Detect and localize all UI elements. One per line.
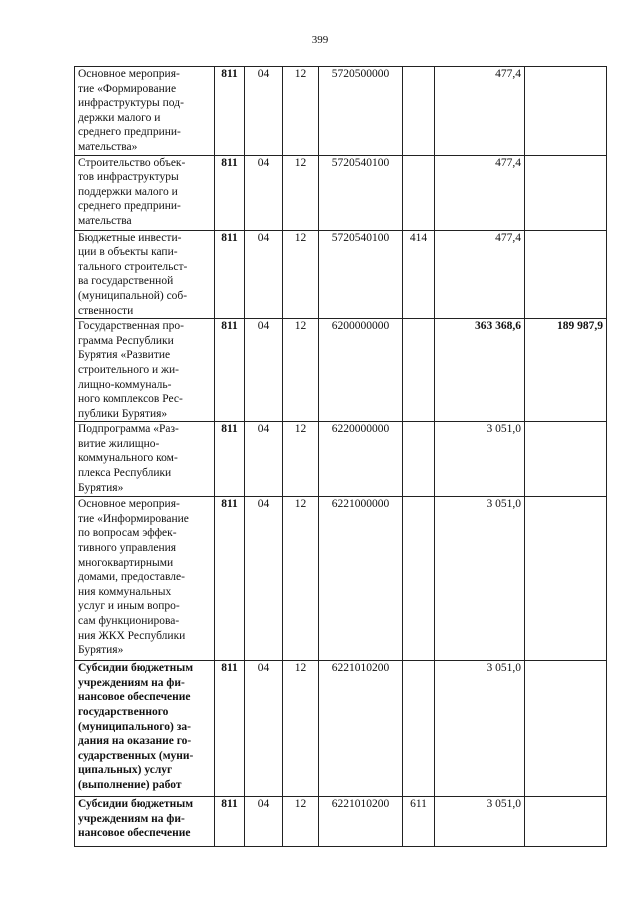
expense-code	[403, 155, 435, 230]
sum-year-2	[525, 155, 607, 230]
page-number: 399	[311, 34, 329, 46]
row-name: Субсидии бюджетным учреждениям на фи- нансовое обеспечение государственного (муниципального) за- дания на оказание го- сударственных (муни- ципальных) услуг (выполнение) работ	[75, 661, 215, 797]
admin-code: 811	[215, 422, 245, 497]
subsection-code: 12	[283, 661, 319, 797]
section-code: 04	[245, 661, 283, 797]
table-row	[75, 67, 607, 156]
subsection-code: 12	[283, 497, 319, 661]
admin-code: 811	[215, 497, 245, 661]
budget-table	[74, 66, 607, 847]
table-row	[75, 497, 607, 661]
expense-code	[403, 497, 435, 661]
subsection-code: 12	[283, 67, 319, 156]
sum-year-2	[525, 497, 607, 661]
admin-code: 811	[215, 155, 245, 230]
admin-code: 811	[215, 661, 245, 797]
target-code: 6200000000	[319, 319, 403, 422]
expense-code	[403, 661, 435, 797]
sum-year-1: 3 051,0	[435, 797, 525, 847]
sum-year-2: 189 987,9	[525, 319, 607, 422]
subsection-code: 12	[283, 319, 319, 422]
section-code: 04	[245, 230, 283, 319]
target-code: 6221010200	[319, 661, 403, 797]
admin-code: 811	[215, 797, 245, 847]
sum-year-1: 3 051,0	[435, 422, 525, 497]
expense-code: 611	[403, 797, 435, 847]
admin-code: 811	[215, 230, 245, 319]
table-row	[75, 155, 607, 230]
row-name: Основное мероприя- тие «Формирование инфраструктуры под- держки малого и среднего предприни- мательства»	[75, 67, 215, 156]
subsection-code: 12	[283, 230, 319, 319]
sum-year-1: 3 051,0	[435, 661, 525, 797]
sum-year-1: 477,4	[435, 230, 525, 319]
table-row	[75, 797, 607, 847]
target-code: 6220000000	[319, 422, 403, 497]
target-code: 6221000000	[319, 497, 403, 661]
expense-code	[403, 67, 435, 156]
sum-year-2	[525, 230, 607, 319]
subsection-code: 12	[283, 422, 319, 497]
sum-year-2	[525, 797, 607, 847]
expense-code	[403, 319, 435, 422]
target-code: 5720500000	[319, 67, 403, 156]
sum-year-1: 3 051,0	[435, 497, 525, 661]
row-name: Бюджетные инвести- ции в объекты капи- тального строительст- ва государственной (муниципальной) соб- ственности	[75, 230, 215, 319]
target-code: 5720540100	[319, 230, 403, 319]
section-code: 04	[245, 797, 283, 847]
subsection-code: 12	[283, 155, 319, 230]
expense-code: 414	[403, 230, 435, 319]
row-name: Строительство объек- тов инфраструктуры поддержки малого и среднего предприни- мательства	[75, 155, 215, 230]
target-code: 5720540100	[319, 155, 403, 230]
admin-code: 811	[215, 67, 245, 156]
sum-year-2	[525, 422, 607, 497]
row-name: Государственная про- грамма Республики Бурятия «Развитие строительного и жи- лищно-коммуналь- ного комплексов Рес- публики Бурятия»	[75, 319, 215, 422]
table-row	[75, 422, 607, 497]
admin-code: 811	[215, 319, 245, 422]
sum-year-1: 477,4	[435, 155, 525, 230]
section-code: 04	[245, 67, 283, 156]
table-row	[75, 661, 607, 797]
section-code: 04	[245, 422, 283, 497]
expense-code	[403, 422, 435, 497]
table-row	[75, 319, 607, 422]
section-code: 04	[245, 497, 283, 661]
sum-year-1: 363 368,6	[435, 319, 525, 422]
table-row	[75, 230, 607, 319]
row-name: Основное мероприя- тие «Информирование по вопросам эффек- тивного управления многоквартирными домами, предоставле- ния коммунальных услуг и иным вопро- сам функционирова- ния ЖКХ Республики Бурятия»	[75, 497, 215, 661]
section-code: 04	[245, 155, 283, 230]
sum-year-2	[525, 67, 607, 156]
section-code: 04	[245, 319, 283, 422]
subsection-code: 12	[283, 797, 319, 847]
target-code: 6221010200	[319, 797, 403, 847]
row-name: Субсидии бюджетным учреждениям на фи- нансовое обеспечение	[75, 797, 215, 847]
row-name: Подпрограмма «Раз- витие жилищно- коммунального ком- плекса Республики Бурятия»	[75, 422, 215, 497]
sum-year-2	[525, 661, 607, 797]
sum-year-1: 477,4	[435, 67, 525, 156]
